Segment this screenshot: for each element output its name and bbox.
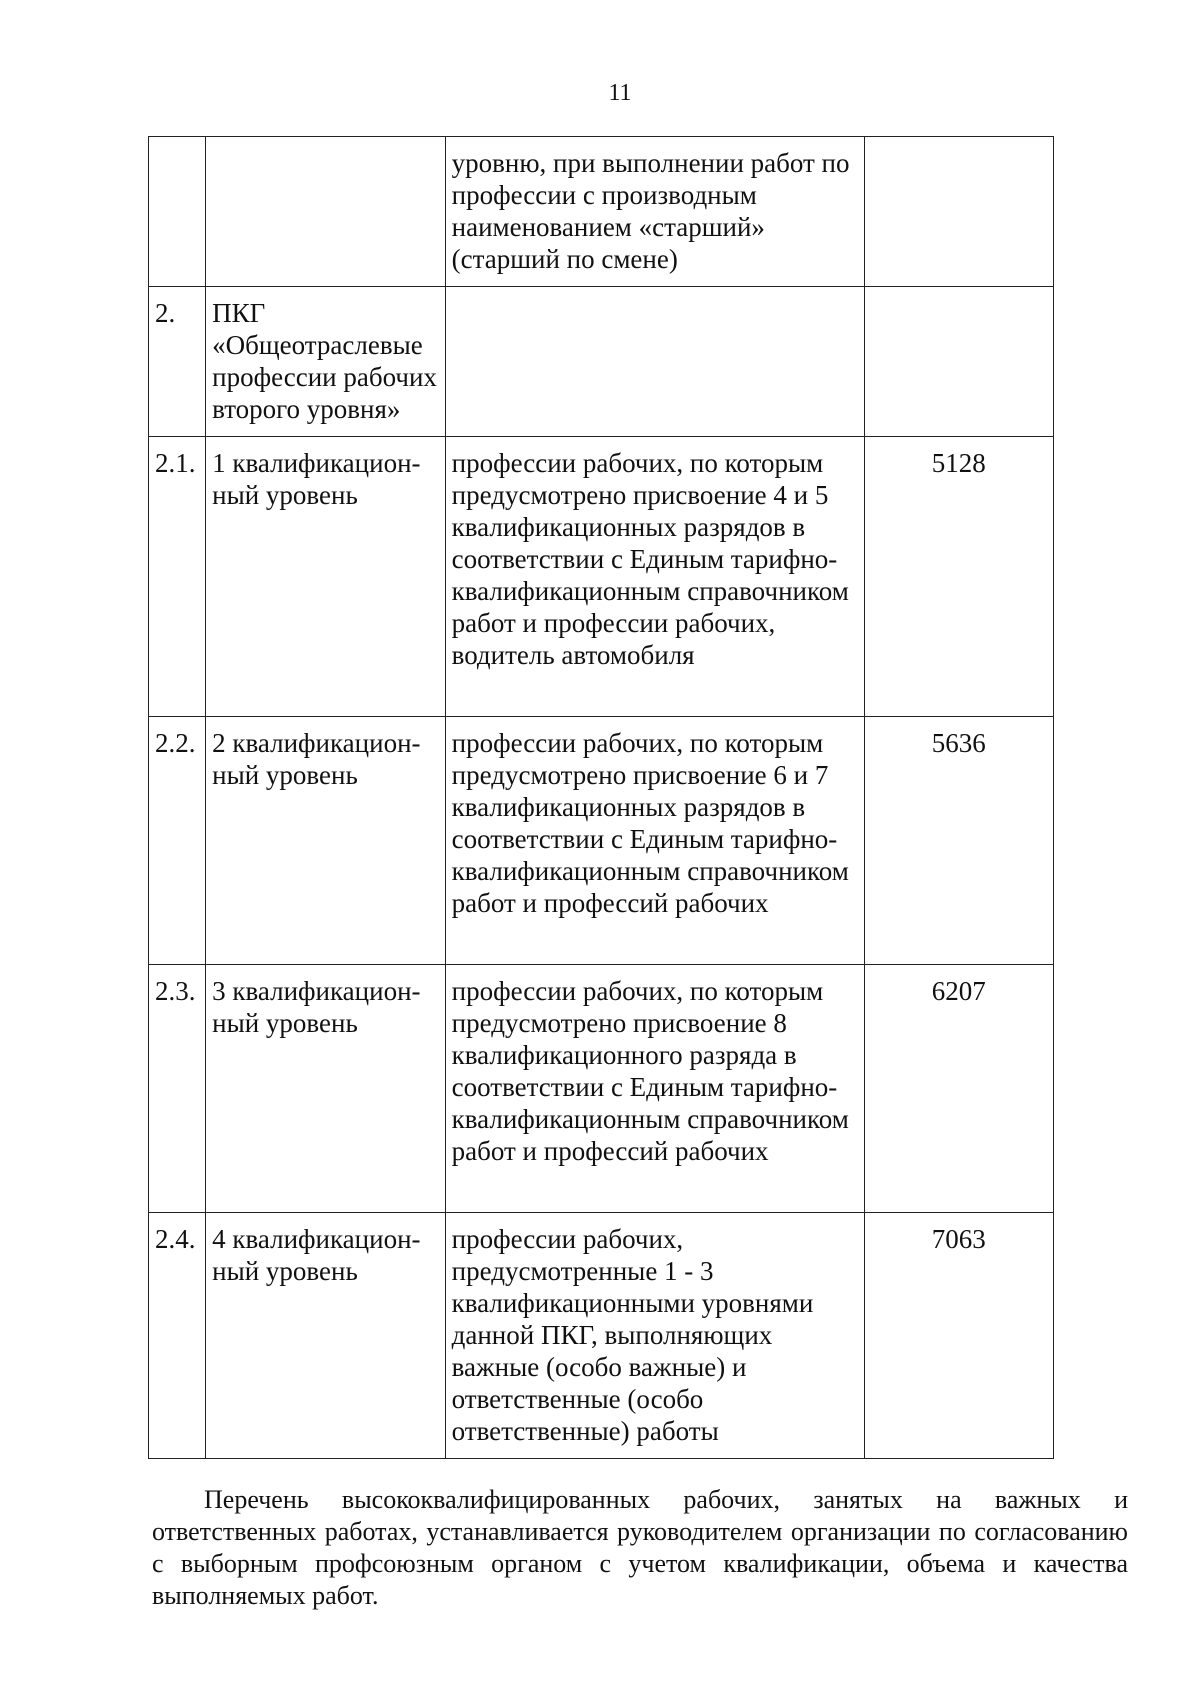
description-cell: профессии рабочих, по которым предусмотрено присвоение 6 и 7 квалификационных разрядов в соответствии с Единым тарифно-квалификационным справочником работ и профессий рабочих: [445, 717, 864, 965]
row-number-cell: 2.: [149, 287, 206, 437]
row-number-cell: 2.4.: [149, 1213, 206, 1459]
row-number-cell: 2.1.: [149, 437, 206, 717]
row-number-cell: [149, 137, 206, 287]
group-name-cell: [206, 137, 446, 287]
row-number-cell: 2.2.: [149, 717, 206, 965]
salary-value-cell: 7063: [864, 1213, 1053, 1459]
table-row: [149, 1213, 1054, 1459]
page-number: 11: [608, 80, 632, 106]
footnote-paragraph: Перечень высококвалифицированных рабочих, занятых на важных и ответственных работах, устанавливается руководителем организации по согласованию с выборным профсоюзным органом с учетом квалификации, объема и качества выполняемых работ.: [152, 1485, 1128, 1610]
group-name-cell: 3 квалификацион-ный уровень: [206, 965, 446, 1213]
salary-value-cell: 5636: [864, 717, 1053, 965]
group-name-cell: 2 квалификацион-ный уровень: [206, 717, 446, 965]
table-row: [149, 137, 1054, 287]
qualification-table: [148, 136, 1054, 1459]
description-cell: профессии рабочих, по которым предусмотрено присвоение 4 и 5 квалификационных разрядов в соответствии с Единым тарифно-квалификационным справочником работ и профессии рабочих, водитель автомобиля: [445, 437, 864, 717]
table-row: [149, 965, 1054, 1213]
salary-value-cell: 5128: [864, 437, 1053, 717]
description-cell: профессии рабочих, по которым предусмотрено присвоение 8 квалификационного разряда в соответствии с Единым тарифно-квалификационным справочником работ и профессий рабочих: [445, 965, 864, 1213]
salary-value-cell: [864, 287, 1053, 437]
salary-value-cell: 6207: [864, 965, 1053, 1213]
group-name-cell: ПКГ «Общеотраслевые профессии рабочих второго уровня»: [206, 287, 446, 437]
row-number-cell: 2.3.: [149, 965, 206, 1213]
group-name-cell: 4 квалификацион-ный уровень: [206, 1213, 446, 1459]
description-cell: [445, 287, 864, 437]
group-name-cell: 1 квалификацион-ный уровень: [206, 437, 446, 717]
table-row: [149, 717, 1054, 965]
table-row: [149, 437, 1054, 717]
salary-value-cell: [864, 137, 1053, 287]
description-cell: уровню, при выполнении работ по профессии с производным наименованием «старший» (старший по смене): [445, 137, 864, 287]
description-cell: профессии рабочих, предусмотренные 1 - 3 квалификационными уровнями данной ПКГ, выполняющих важные (особо важные) и ответственные (особо ответственные) работы: [445, 1213, 864, 1459]
table-row: [149, 287, 1054, 437]
